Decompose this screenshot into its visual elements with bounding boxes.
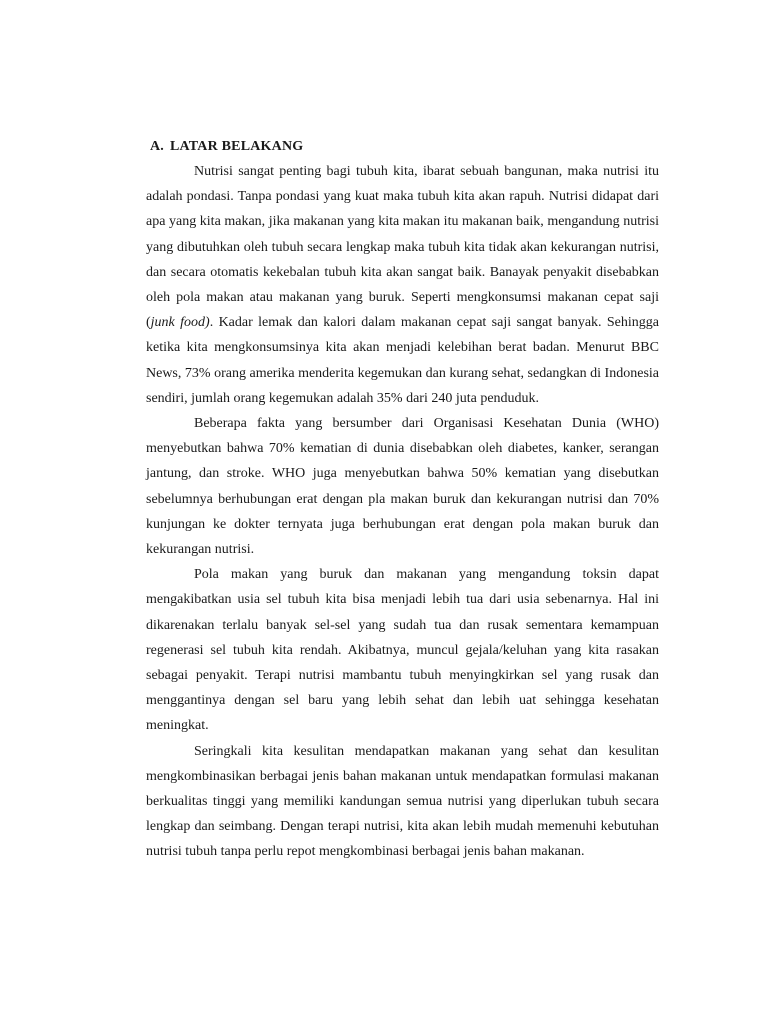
paragraph-1-text-after: . Kadar lemak dan kalori dalam makanan cepat saji sangat banyak. Sehingga ketika kita mengkonsumsinya kita akan menjadi kelebihan berat badan. Menurut BBC News, 73% orang amerika menderita kegemukan dan kurang sehat, sedangkan di Indonesia sendiri, jumlah orang kegemukan adalah 35% dari 240 juta penduduk. — [146, 315, 659, 406]
section-heading — [150, 134, 659, 159]
paragraph-3: Pola makan yang buruk dan makanan yang mengandung toksin dapat mengakibatkan usia sel tubuh kita bisa menjadi lebih tua dari usia sebenarnya. Hal ini dikarenakan terlalu banyak sel-sel yang sudah tua dan rusak sementara kemampuan regenerasi sel tubuh kita rendah. Akibatnya, muncul gejala/keluhan yang kita rasakan sebagai penyakit. Terapi nutrisi mambantu tubuh menyingkirkan sel yang rusak dan menggantinya dengan sel baru yang lebih sehat dan lebih uat sehingga kesehatan meningkat. — [146, 567, 659, 734]
section-title: LATAR BELAKANG — [170, 139, 304, 154]
paragraph-2: Beberapa fakta yang bersumber dari Organisasi Kesehatan Dunia (WHO) menyebutkan bahwa 70% kematian di dunia disebabkan oleh diabetes, kanker, serangan jantung, dan stroke. WHO juga menyebutkan bahwa 50% kematian yang disebutkan sebelumnya berhubungan erat dengan pla makan buruk dan kekurangan nutrisi dan 70% kunjungan ke dokter ternyata juga berhubungan erat dengan pola makan buruk dan kekurangan nutrisi. — [146, 416, 659, 558]
document-body — [146, 134, 659, 865]
paragraph-1-emphasis: junk food) — [150, 315, 210, 331]
paragraph-1-text-before: Nutrisi sangat penting bagi tubuh kita, ibarat sebuah bangunan, maka nutrisi itu adalah pondasi. Tanpa pondasi yang kuat maka tubuh kita akan rapuh. Nutrisi didapat dari apa yang kita makan, jika makanan yang kita makan itu makanan baik, mengandung nutrisi yang dibutuhkan oleh tubuh secara lengkap maka tubuh kita tidak akan kekurangan nutrisi, dan secara otomatis kekebalan tubuh kita akan sangat baik. Banayak penyakit disebabkan oleh pola makan atau makanan yang buruk. Seperti mengkonsumsi makanan cepat saji ( — [146, 164, 659, 331]
paragraph-4: Seringkali kita kesulitan mendapatkan makanan yang sehat dan kesulitan mengkombinasikan berbagai jenis bahan makanan untuk mendapatkan formulasi makanan berkualitas tinggi yang memiliki kandungan semua nutrisi yang diperlukan tubuh secara lengkap dan seimbang. Dengan terapi nutrisi, kita akan lebih mudah memenuhi kebutuhan nutrisi tubuh tanpa perlu repot mengkombinasi berbagai jenis bahan makanan. — [146, 743, 659, 860]
paragraph-1 — [146, 159, 659, 411]
section-marker: A. — [150, 139, 165, 154]
